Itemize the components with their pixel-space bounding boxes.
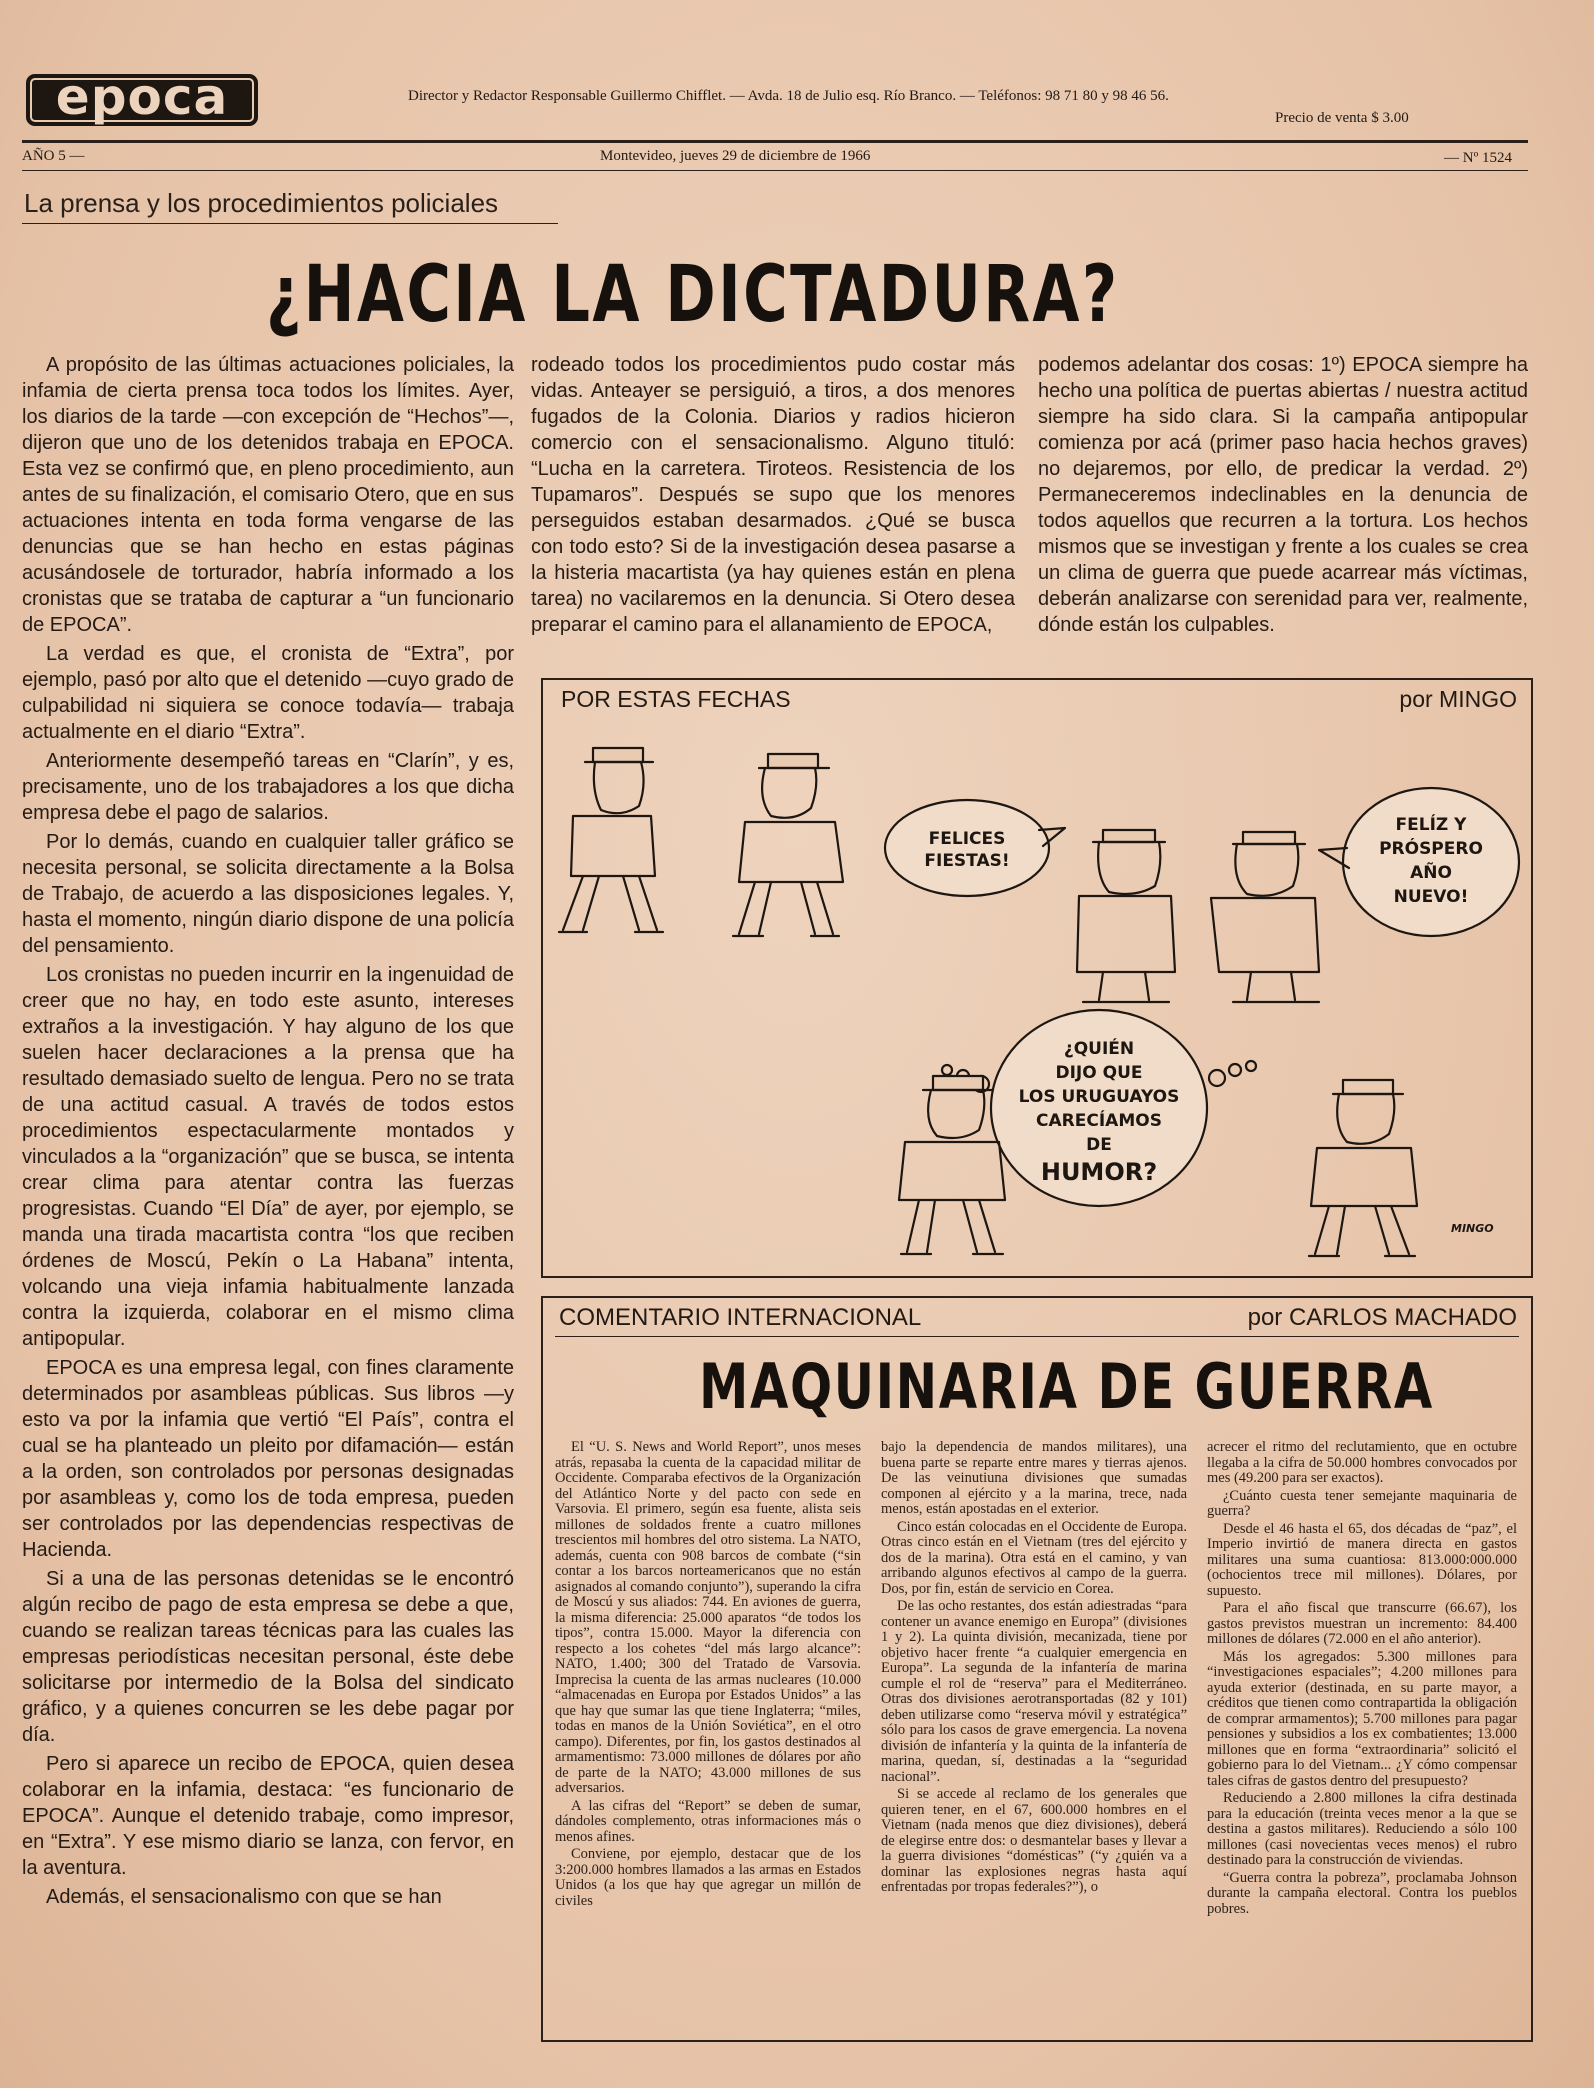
section-rule — [22, 223, 558, 224]
bubble3-line: LOS URUGUAYOS — [1018, 1087, 1180, 1107]
comentario-label: COMENTARIO INTERNACIONAL — [559, 1304, 922, 1331]
issue-year: AÑO 5 — — [22, 148, 85, 164]
paragraph: podemos adelantar dos cosas: 1º) EPOCA siempre ha hecho una política de puertas abiertas / nuestra actitud siempre ha sido clara. Si la campaña antipopular comienza por acá (primer paso hacia hechos graves) no dejaremos, por ello, de predicar la verdad. 2º) Permaneceremos indeclinables en la denuncia de todos aquellos que recurren a la tortura. Los hechos mismos que se investigan y frente a los cuales se crea un clima de guerra que puede acarrear más víctimas, deberán analizarse con serenidad para ver, realmente, dónde están los culpables. — [1038, 354, 1528, 636]
paragraph: El “U. S. News and World Report”, unos meses atrás, repasaba la cuenta de la capacidad militar de Occidente. Comparaba efectivos de la Organización del Atlántico Norte y del pacto con sede en Varsovia. El primero, según esa fuente, alista seis millones de soldados frente a cuatro millones trescientos mil hombres del otro sistema. La NATO, además, cuenta con 908 barcos de combate (“sin contar a los barcos norteamericanos que no están asignados al comando conjunto”), superando la cifra de Moscú y sus aliados: 744. En aviones de guerra, la misma diferencia: 25.000 aparatos “de todos los tipos”, contra 15.000. Mayor la diferencia con respecto a los cohetes “del más largo alcance”: NATO, 1.400; 300 del Tratado de Varsovia. Imprecisa la cuenta de las armas nucleares (10.000 “almacenadas en Europa por Estados Unidos” a las que hay que sumar las que tiene Inglaterra; “miles, todas en manos de la Unión Soviética”, en el otro campo). Diferentes, por fin, los gastos destinados al armamentismo: 73.000 millones de dólares por año de parte de la NATO; 43.000 millones de sus adversarios. — [555, 1440, 861, 1796]
paragraph: rodeado todos los procedimientos pudo costar más vidas. Anteayer se persiguió, a tiros, a dos menores fugados de la Colonia. Diarios y radios hicieron comercio con el sensacionalismo. Alguno tituló: “Lucha en la carretera. Tiroteos. Resistencia de los Tupamaros”. Después se supo que los menores perseguidos estaban desarmados. ¿Qué se busca con todo esto? Si de la investigación desea pasarse a la histeria macartista (ya hay quienes están en plena tarea) no vacilaremos en la denuncia. Si Otero desea preparar el camino para el allanamiento de EPOCA, — [531, 354, 1015, 636]
comentario-rule — [555, 1336, 1519, 1337]
bubble3-line: DE — [1086, 1135, 1112, 1155]
dateline-rule — [22, 170, 1528, 171]
bubble1-line: FELICES — [928, 829, 1006, 849]
price-line: Precio de venta $ 3.00 — [1275, 110, 1409, 126]
figure-walking-3 — [899, 1076, 1005, 1254]
article-column-1 — [22, 352, 514, 2052]
figure-walking-1 — [559, 748, 663, 932]
paragraph: acrecer el ritmo del reclutamiento, que en octubre llegaba a la cifra de 50.000 hombres convocados por mes (49.200 para ser exactos). — [1207, 1440, 1517, 1486]
issue-date: Montevideo, jueves 29 de diciembre de 1966 — [600, 148, 871, 164]
paragraph: Conviene, por ejemplo, destacar que de los 3:200.000 hombres llamados a las armas en Estados Unidos (a los que hay que agregar un millón de civiles — [555, 1846, 861, 1909]
article-column-2 — [531, 352, 1015, 668]
paragraph: Más los agregados: 5.300 millones para “investigaciones espaciales”; 4.200 millones para ayuda exterior (destinada, en su parte mayor, a créditos que tienen como contrapartida la obligación de comprar armamentos); 5.700 millones para pagar pensiones y subsidios a los ex combatientes; 13.000 millones que en forma “extraordinaria” solicitó el gobierno para lo del Vietnam... ¿Y cómo compensar tales cifras de gastos dentro del presupuesto? — [1207, 1648, 1517, 1789]
masthead-info: Director y Redactor Responsable Guillermo Chifflet. — Avda. 18 de Julio esq. Río Branco. — Teléfonos: 98 71 80 y 98 46 56. — [408, 88, 1169, 104]
bubble1-line: FIESTAS! — [924, 851, 1010, 871]
paragraph: EPOCA es una empresa legal, con fines claramente determinados por asambleas públicas. Sus libros —y esto va por la infamia que vertió “El País”, contra el cual se ha planteado un pleito por difamación— están a la orden, son controlados por personas designadas por asambleas y, como los de toda empresa, pueden ser controlados por las dependencias respectivas de Hacienda. — [22, 1357, 514, 1561]
paragraph: “Guerra contra la pobreza”, proclamaba Johnson durante la campaña electoral. Contra los pueblos pobres. — [1207, 1869, 1517, 1917]
paragraph: Por lo demás, cuando en cualquier taller gráfico se necesita personal, se solicita directamente a la Bolsa de Trabajo, de acuerdo a las disposiciones legales. Y, hasta el momento, ningún diario dispone de una policía del pensamiento. — [22, 831, 514, 957]
logo-text: epoca — [55, 68, 229, 126]
issue-number: — Nº 1524 — [1444, 150, 1512, 166]
paragraph: Desde el 46 hasta el 65, dos décadas de “paz”, el Imperio invirtió de manera directa en gastos militares una suma cuantiosa: 813.000:000.000 (ochocientos trece mil millones). Dólares, por supuesto. — [1207, 1520, 1517, 1599]
paragraph: Si se accede al reclamo de los generales que quieren tener, en el 67, 600.000 hombres en el Vietnam (nada menos que diez divisiones), deberá de elegirse entre dos: o desmantelar bases y llevar a la guerra divisiones “domésticas” (“y ¿quién va a dominar las explosiones negras hasta aquí enfrentadas por tropas federales?”), o — [881, 1786, 1187, 1895]
paragraph: Anteriormente desempeñó tareas en “Clarín”, y es, precisamente, uno de los trabajadores a los que dicha empresa debe el pago de salarios. — [22, 750, 514, 824]
figure-standing-a — [1077, 830, 1175, 1002]
masthead-rule — [22, 140, 1528, 143]
figure-standing-b — [1211, 832, 1319, 1002]
cartoon-title: POR ESTAS FECHAS — [561, 686, 791, 712]
article-column-3 — [1038, 352, 1528, 668]
comentario-column-3 — [1207, 1440, 1517, 2030]
comentario-column-1 — [555, 1440, 861, 2030]
bubble2-line: PRÓSPERO — [1379, 839, 1483, 859]
paragraph: Pero si aparece un recibo de EPOCA, quien desea colaborar en la infamia, destaca: “es funcionario de EPOCA”. Aunque el detenido trabaje, como impresor, en “Extra”. Y ese mismo diario se lanza, con fervor, en la aventura. — [22, 1753, 514, 1879]
paragraph: ¿Cuánto cuesta tener semejante maquinaria de guerra? — [1207, 1487, 1517, 1519]
figure-walking-4 — [1309, 1080, 1417, 1256]
bubble3-line: CARECÍAMOS — [1036, 1111, 1162, 1131]
bubble3-line: DIJO QUE — [1055, 1063, 1143, 1083]
bubble2-line: AÑO — [1410, 863, 1452, 883]
comentario-column-2 — [881, 1440, 1187, 2030]
paragraph: bajo la dependencia de mandos militares), una buena parte se reparte entre mares y tierras ajenos. De las veinutiuna divisiones que sumadas componen al ejército y a la marina, trece, nada menos, están apostadas en el exterior. — [881, 1440, 1187, 1517]
comentario-box — [541, 1296, 1533, 2042]
bubble2-line: FELÍZ Y — [1395, 815, 1467, 835]
paragraph: Cinco están colocadas en el Occidente de Europa. Otras cinco están en el Vietnam (tres del ejército y dos de la marina). Otra está en el camino, y van arribando algunos efectivos al campo de la guerra. Dos, por fin, están de servicio en Corea. — [881, 1518, 1187, 1597]
cartoon-box — [541, 678, 1533, 1278]
paragraph: Si a una de las personas detenidas se le encontró algún recibo de pago de esta empresa se debe a que, cuando se realizan tareas técnicas para las cuales las empresas periodísticas necesitan personal, éste debe solicitarse por intermedio de la Bolsa del sindicato gráfico, y a quienes concurren se les debe pagar por día. — [22, 1568, 514, 1746]
paragraph: La verdad es que, el cronista de “Extra”, por ejemplo, pasó por alto que el detenido —cuyo grado de culpabilidad ni siquiera se conoce todavía— trabaja actualmente en el diario “Extra”. — [22, 643, 514, 743]
paragraph: A las cifras del “Report” se deben de sumar, dándoles complemento, otras informaciones más o menos afines. — [555, 1797, 861, 1845]
main-headline: ¿HACIA LA DICTADURA? — [266, 250, 1120, 340]
cartoon-illustration — [543, 680, 1531, 1276]
paragraph: De las ocho restantes, dos están adiestradas “para contener un avance enemigo en Europa” (divisiones 1 y 2). La quinta división, mecanizada, tiene por objetivo hacer frente “a cualquier emergencia en Europa”. La segunda de la infantería de marina cumple el rol de “reserva” para el Mediterráneo. Otras dos divisiones aerotransportadas (82 y 101) deben utilizarse como “reserva móvil y estratégica” sólo para los casos de grave emergencia. La novena división de infantería y la quinta de la infantería de marina, quedan, sí, destinadas a la “seguridad nacional”. — [881, 1598, 1187, 1785]
comentario-headline: MAQUINARIA DE GUERRA — [699, 1350, 1434, 1423]
paragraph: Los cronistas no pueden incurrir en la ingenuidad de creer que no hay, en todo este asunto, intereses extraños a la investigación. Y hay alguno de los que suelen hacer declaraciones a la prensa que ha resultado demasiado suelto de lengua. Pero no se trata de una actitud casual. A través de todos estos procedimientos espectacularmente montados y vinculados a la “organización” que se busca, se intenta crear clima para atentar contra las fuerzas progresistas. Cuando “El Día” de ayer, por ejemplo, se manda una tirada macartista contra “los que reciben órdenes de Moscú, Pekín o La Habana” intenta, volcando una vieja infamia habitualmente lanzada contra la izquierda, colaborar en el mismo clima antipopular. — [22, 964, 514, 1350]
figure-walking-2 — [733, 754, 843, 936]
comentario-author: por CARLOS MACHADO — [1247, 1304, 1517, 1331]
paragraph: Además, el sensacionalismo con que se han — [46, 1886, 442, 1908]
section-label: La prensa y los procedimientos policiales — [24, 188, 499, 218]
bubble3-line: HUMOR? — [1040, 1158, 1158, 1186]
bubble3-line: ¿QUIÉN — [1063, 1039, 1135, 1059]
paragraph: Reduciendo a 2.800 millones la cifra destinada para la educación (treinta veces menor a la que se destina a gastos militares). Reduciendo a sólo 100 millones (casi novecientas veces menos) el rubro destinado para la construcción de viviendas. — [1207, 1790, 1517, 1868]
paragraph: Para el año fiscal que transcurre (66.67), los gastos previstos muestran un incremento: 84.400 millones de dólares (72.000 en el año anterior). — [1207, 1600, 1517, 1647]
paragraph: A propósito de las últimas actuaciones policiales, la infamia de cierta prensa toca todos los límites. Ayer, los diarios de la tarde —con excepción de “Hechos”—, dijeron que uno de los detenidos trabaja en EPOCA. Esta vez se confirmó que, en pleno procedimiento, aun antes de su finalización, el comisario Otero, que en sus actuaciones intenta en toda forma vengarse de las denuncias que se han hecho en estas páginas acusándosele de torturador, habría informado a los cronistas que se trataba de capturar a “un funcionario de EPOCA”. — [22, 354, 514, 636]
cartoon-signature: MINGO — [1451, 1222, 1494, 1235]
newspaper-logo — [26, 68, 258, 126]
cartoon-credit: por MINGO — [1399, 686, 1517, 712]
bubble2-line: NUEVO! — [1393, 887, 1469, 907]
